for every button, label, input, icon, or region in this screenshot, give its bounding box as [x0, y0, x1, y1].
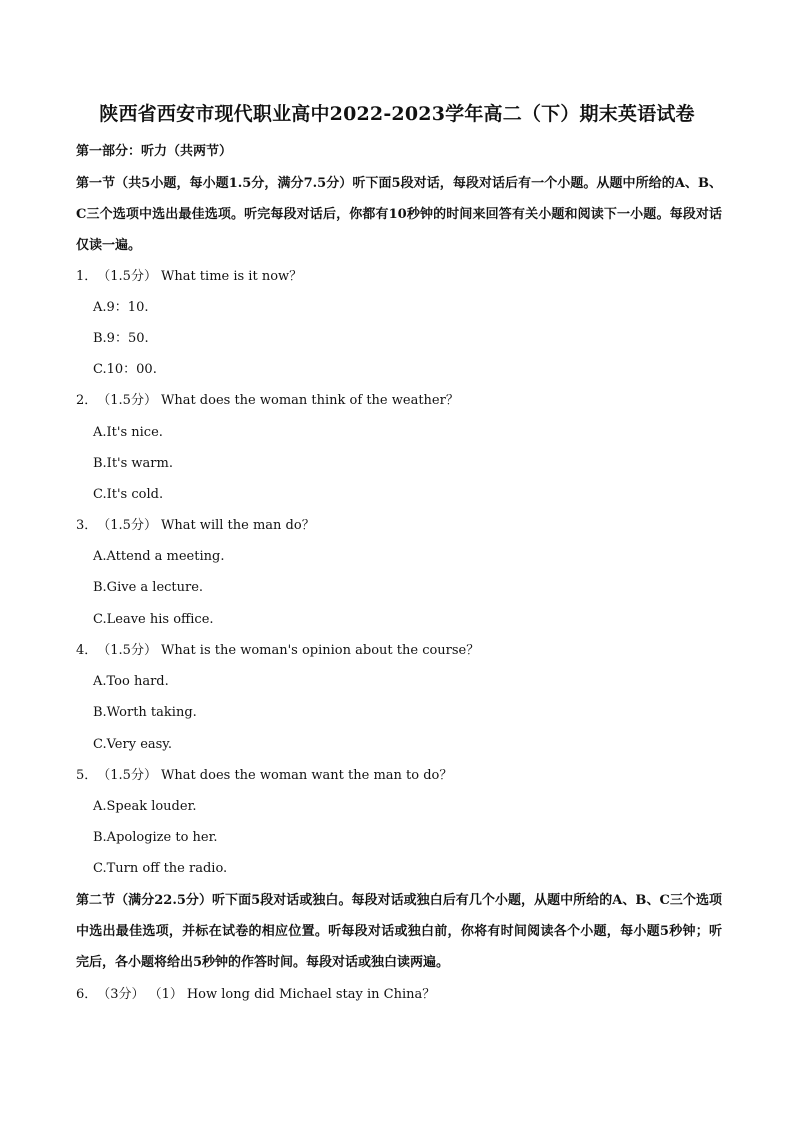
question-6: [76, 986, 435, 1004]
option-3c: C.Leave his office.: [93, 612, 214, 627]
option-4b: B.Worth taking.: [93, 705, 197, 720]
option-3b: B.Give a lecture.: [93, 580, 204, 595]
question-stem: What does the woman think of the weather？: [160, 393, 459, 408]
question-4: [76, 642, 479, 660]
option-5c: C.Turn off the radio.: [93, 861, 228, 876]
question-1: [76, 268, 302, 286]
question-stem: What does the woman want the man to do？: [160, 768, 453, 783]
option-5a: A.Speak louder.: [93, 799, 197, 814]
option-2c: C.It's cold.: [93, 487, 164, 502]
question-number: 2．: [76, 393, 98, 408]
option-1b: B.9：50.: [93, 331, 149, 346]
question-score: （1.5分）: [97, 393, 157, 408]
question-5: [76, 767, 452, 785]
option-4a: A.Too hard.: [93, 674, 169, 689]
question-stem: What will the man do？: [160, 518, 315, 533]
sub-question-number: （1）: [148, 987, 183, 1002]
section-one-intro: 第一节（共5小题，每小题1.5分，满分7.5分）听下面5段对话，每段对话后有一个小题。从题中所给的A、B、C三个选项中选出最佳选项。听完每段对话后，你都有10秒钟的时间来回答有关小题和阅读下一小题。每段对话仅读一遍。: [76, 176, 722, 253]
option-1a: A.9：10.: [93, 300, 149, 315]
option-2a: A.It's nice.: [93, 425, 163, 440]
question-stem: What time is it now？: [160, 269, 303, 284]
option-4c: C.Very easy.: [93, 737, 173, 752]
question-score: （1.5分）: [97, 269, 157, 284]
question-number: 1．: [76, 269, 98, 284]
question-number: 3．: [76, 518, 98, 533]
option-3a: A.Attend a meeting.: [93, 549, 225, 564]
question-number: 6．: [76, 987, 98, 1002]
option-2b: B.It's warm.: [93, 456, 173, 471]
question-score: （1.5分）: [97, 518, 157, 533]
question-number: 5．: [76, 768, 98, 783]
question-stem: What is the woman's opinion about the course？: [160, 643, 480, 658]
question-number: 4．: [76, 643, 98, 658]
question-score: （1.5分）: [97, 768, 157, 783]
exam-title: 陕西省西安市现代职业高中2022-2023学年高二（下）期末英语试卷: [99, 103, 695, 125]
option-1c: C.10：00.: [93, 362, 157, 377]
question-score: （1.5分）: [97, 643, 157, 658]
option-5b: B.Apologize to her.: [93, 830, 218, 845]
section-two-intro: 第二节（满分22.5分）听下面5段对话或独白。每段对话或独白后有几个小题，从题中所给的A、B、C三个选项中选出最佳选项，并标在试卷的相应位置。听每段对话或独白前，你将有时间阅读各个小题，每小题5秒钟；听完后，各小题将给出5秒钟的作答时间。每段对话或独白读两遍。: [76, 893, 722, 970]
question-stem: How long did Michael stay in China？: [186, 987, 436, 1002]
question-2: [76, 392, 459, 410]
part-one-title: 第一部分：听力（共两节）: [76, 144, 233, 159]
question-score: （3分）: [97, 987, 145, 1002]
question-3: [76, 517, 315, 535]
